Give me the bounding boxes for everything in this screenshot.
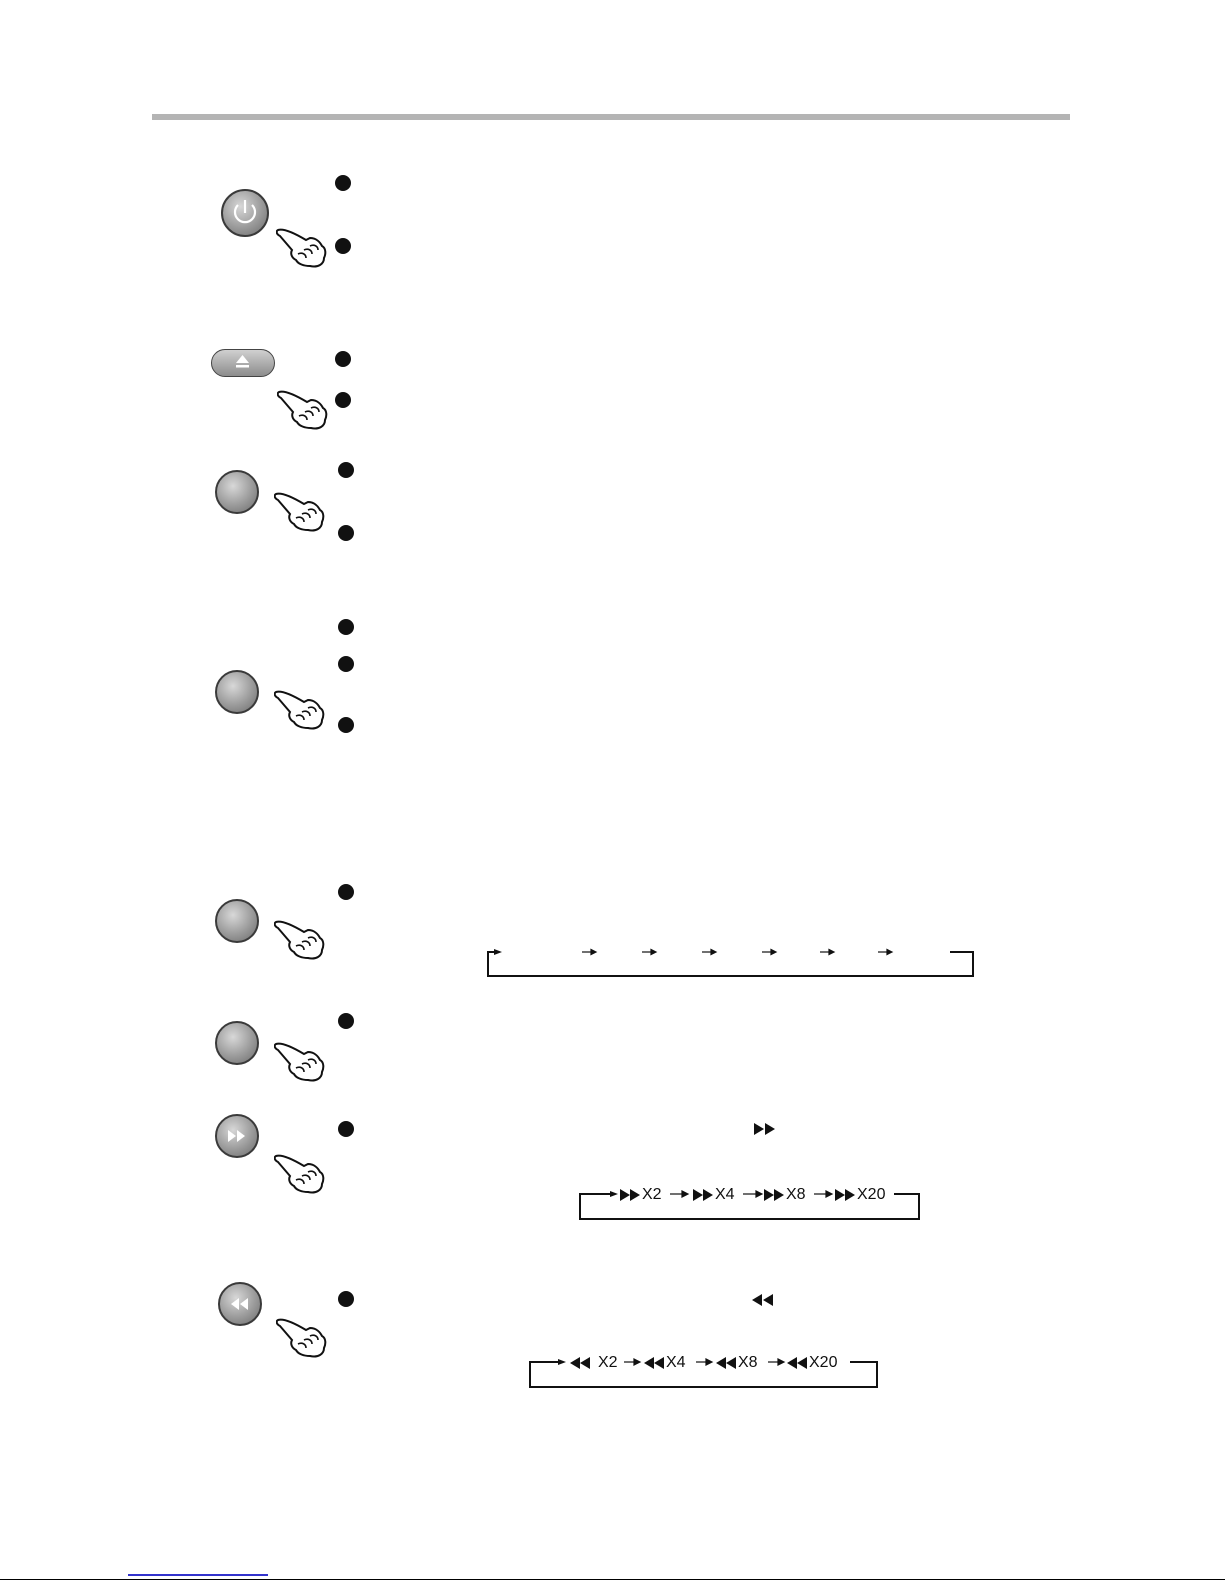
pointing-hand-icon bbox=[274, 1150, 326, 1194]
round-button[interactable] bbox=[215, 899, 259, 943]
speed-label: X2 bbox=[642, 1186, 662, 1203]
bullet bbox=[338, 717, 354, 733]
inline-fast-reverse-icon bbox=[751, 1293, 775, 1307]
fast-reverse-icon bbox=[644, 1356, 666, 1370]
power-button[interactable] bbox=[221, 189, 269, 237]
bullet bbox=[338, 1121, 354, 1137]
round-button[interactable] bbox=[215, 470, 259, 514]
fast-forward-button[interactable] bbox=[215, 1114, 259, 1158]
bullet bbox=[335, 175, 351, 191]
bullet bbox=[338, 525, 354, 541]
speed-label: X4 bbox=[666, 1354, 686, 1371]
round-button[interactable] bbox=[215, 670, 259, 714]
forward-speed-item bbox=[620, 1186, 662, 1204]
forward-speed-item bbox=[693, 1186, 735, 1204]
speed-label: X2 bbox=[598, 1354, 618, 1371]
fast-reverse-icon bbox=[787, 1356, 809, 1370]
bullet bbox=[335, 238, 351, 254]
header-rule bbox=[152, 114, 1070, 120]
pointing-hand-icon bbox=[274, 916, 326, 960]
fast-reverse-icon bbox=[570, 1356, 592, 1370]
round-button[interactable] bbox=[215, 1021, 259, 1065]
power-icon bbox=[223, 191, 267, 235]
bullet bbox=[338, 619, 354, 635]
forward-speed-item bbox=[835, 1186, 885, 1204]
reverse-speed-item bbox=[787, 1354, 837, 1372]
reverse-speed-item bbox=[570, 1354, 618, 1372]
reverse-speed-item bbox=[644, 1354, 686, 1372]
speed-label: X20 bbox=[857, 1186, 886, 1203]
speed-label: X20 bbox=[809, 1354, 838, 1371]
eject-icon bbox=[212, 350, 273, 375]
footer-link-underline bbox=[128, 1574, 268, 1576]
fast-forward-icon bbox=[764, 1188, 786, 1202]
pointing-hand-icon bbox=[277, 386, 329, 430]
fast-forward-icon bbox=[217, 1116, 257, 1156]
fast-forward-icon bbox=[693, 1188, 715, 1202]
speed-label: X4 bbox=[715, 1186, 735, 1203]
inline-fast-forward-icon bbox=[753, 1122, 777, 1136]
pointing-hand-icon bbox=[276, 224, 328, 268]
fast-forward-icon bbox=[835, 1188, 857, 1202]
pointing-hand-icon bbox=[276, 1314, 328, 1358]
pointing-hand-icon bbox=[274, 488, 326, 532]
fast-reverse-button[interactable] bbox=[218, 1282, 262, 1326]
bullet bbox=[335, 392, 351, 408]
bullet bbox=[338, 1291, 354, 1307]
speed-label: X8 bbox=[786, 1186, 806, 1203]
footer-rule bbox=[0, 1579, 1225, 1580]
bullet bbox=[338, 462, 354, 478]
bullet bbox=[338, 1013, 354, 1029]
forward-speed-item bbox=[764, 1186, 806, 1204]
speed-label: X8 bbox=[738, 1354, 758, 1371]
pointing-hand-icon bbox=[274, 686, 326, 730]
fast-forward-icon bbox=[620, 1188, 642, 1202]
bullet bbox=[338, 656, 354, 672]
eject-button[interactable] bbox=[211, 349, 275, 377]
fast-reverse-icon bbox=[716, 1356, 738, 1370]
fast-reverse-icon bbox=[220, 1284, 260, 1324]
mode-cycle-diagram bbox=[486, 944, 978, 980]
pointing-hand-icon bbox=[274, 1038, 326, 1082]
bullet bbox=[338, 884, 354, 900]
reverse-speed-item bbox=[716, 1354, 758, 1372]
bullet bbox=[335, 351, 351, 367]
